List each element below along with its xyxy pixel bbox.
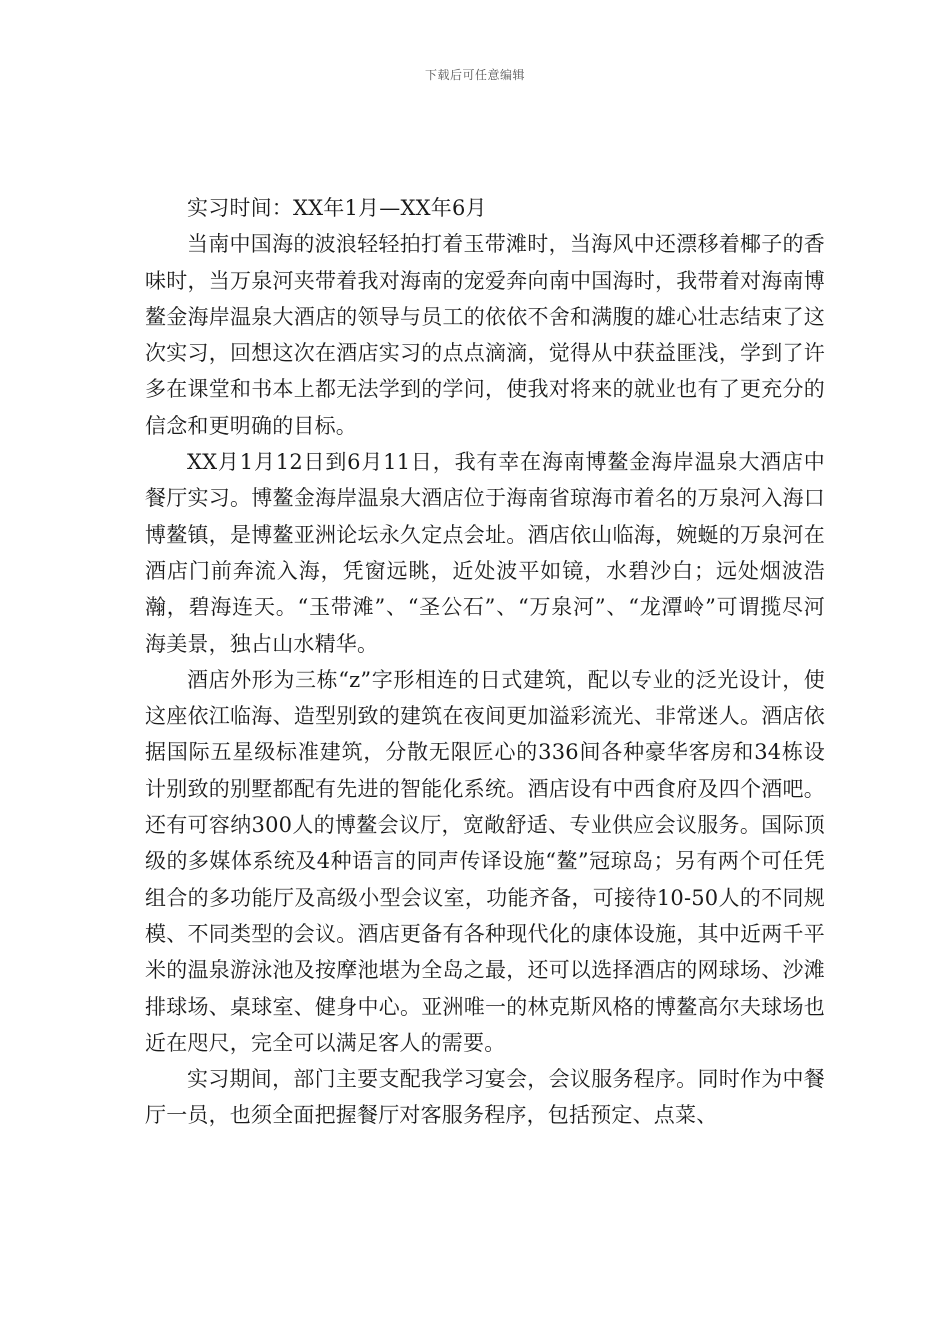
hotel-location-paragraph: XX月1月12日到6月11日，我有幸在海南博鳌金海岸温泉大酒店中餐厅实习。博鳌金海岸温泉大酒店位于海南省琼海市着名的万泉河入海口博鳌镇，是博鳌亚洲论坛永久定点会址。酒店依山临海，婉蜒的万泉河在酒店门前奔流入海，凭窗远眺，近处波平如镜，水碧沙白；远处烟波浩瀚，碧海连天。“玉带滩”、“圣公石”、“万泉河”、“龙潭岭”可谓揽尽河海美景，独占山水精华。	[145, 450, 825, 656]
document-body	[145, 190, 825, 1134]
internship-period-paragraph: 实习时间：XX年1月—XX年6月	[187, 196, 487, 220]
page-header-note: 下载后可任意编辑	[424, 68, 525, 82]
intro-paragraph: 当南中国海的波浪轻轻拍打着玉带滩时，当海风中还漂移着椰子的香味时，当万泉河夹带着我对海南的宠爱奔向南中国海时，我带着对海南博鳌金海岸温泉大酒店的领导与员工的依依不舍和满腹的雄心壮志结束了这次实习，回想这次在酒店实习的点点滴滴，觉得从中获益匪浅，学到了许多在课堂和书本上都无法学到的学问，使我对将来的就业也有了更充分的信念和更明确的目标。	[145, 232, 825, 438]
internship-duties-paragraph: 实习期间，部门主要支配我学习宴会，会议服务程序。同时作为中餐厅一员，也须全面把握餐厅对客服务程序，包括预定、点菜、	[145, 1067, 825, 1128]
hotel-facilities-paragraph: 酒店外形为三栋“z”字形相连的日式建筑，配以专业的泛光设计，使这座依江临海、造型别致的建筑在夜间更加溢彩流光、非常迷人。酒店依据国际五星级标准建筑，分散无限匠心的336间各种豪华客房和34栋设计别致的别墅都配有先进的智能化系统。酒店设有中西食府及四个酒吧。还有可容纳300人的博鳌会议厅，宽敞舒适、专业供应会议服务。国际顶级的多媒体系统及4种语言的同声传译设施“鳌”冠琼岛；另有两个可任凭组合的多功能厅及高级小型会议室，功能齐备，可接待10-50人的不同规模、不同类型的会议。酒店更备有各种现代化的康体设施，其中近两千平米的温泉游泳池及按摩池堪为全岛之最，还可以选择酒店的网球场、沙滩排球场、桌球室、健身中心。亚洲唯一的林克斯风格的博鳌高尔夫球场也近在咫尺，完全可以满足客人的需要。	[145, 667, 825, 1055]
